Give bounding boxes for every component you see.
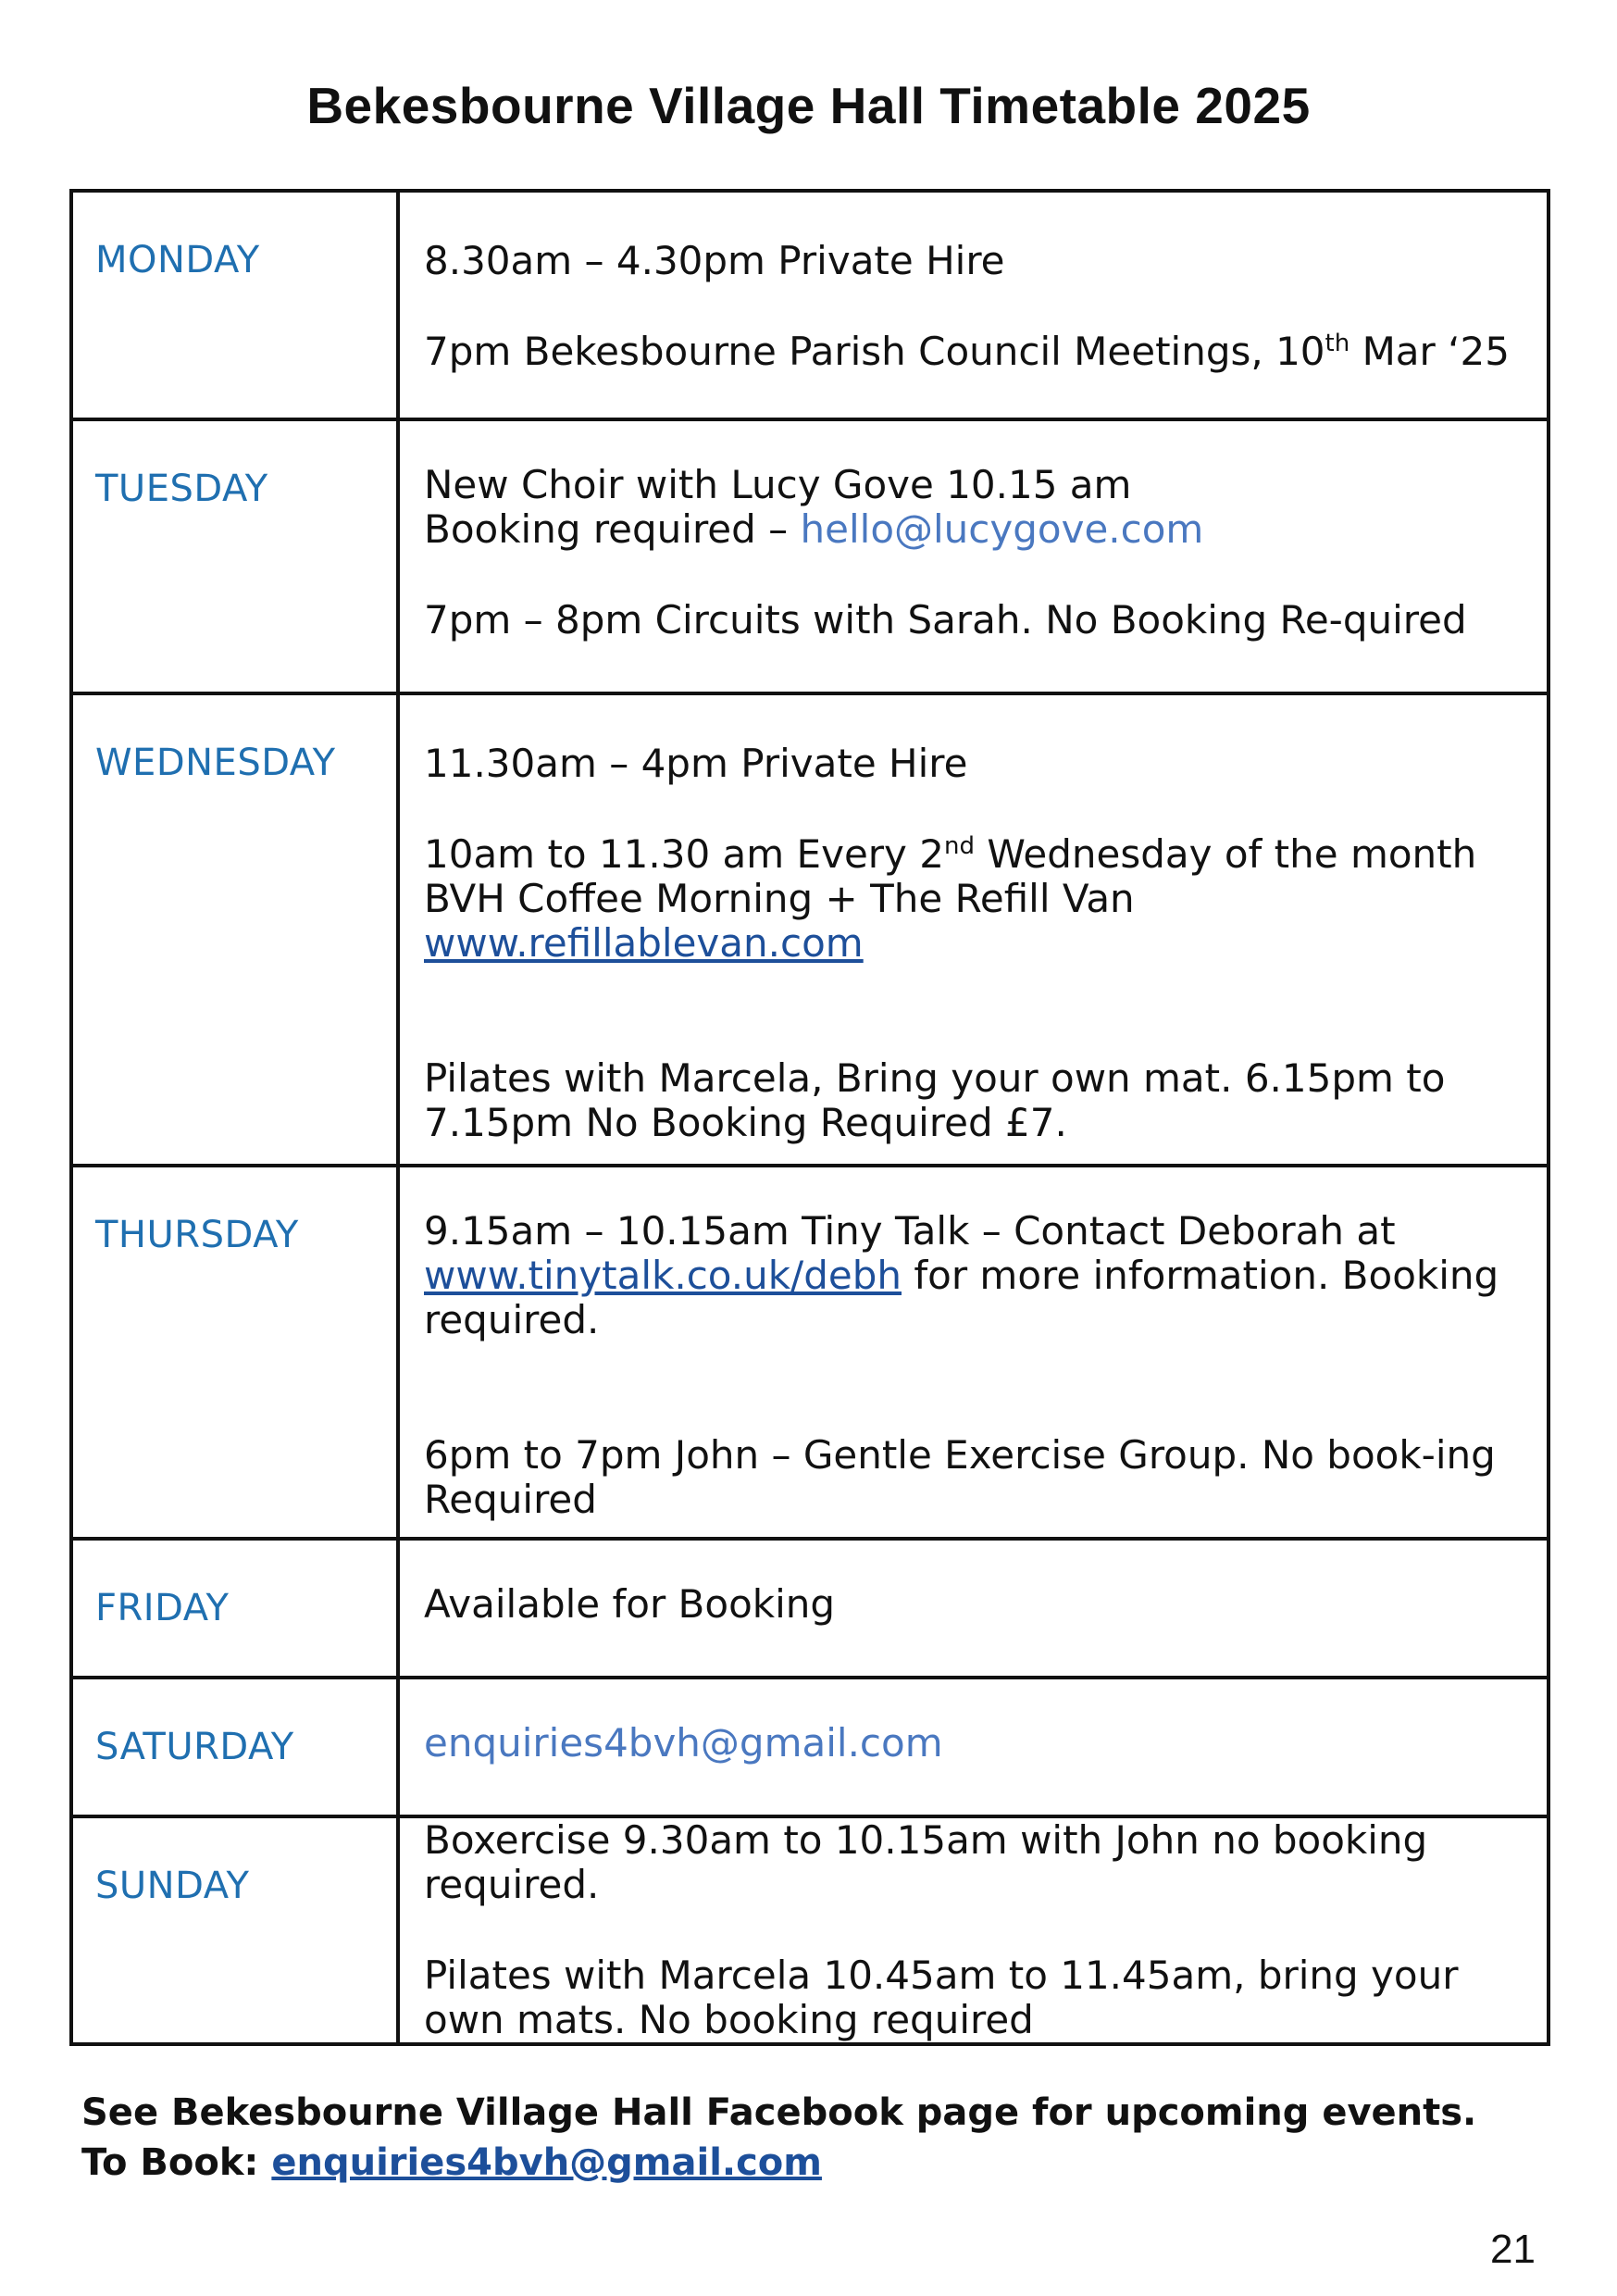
table-row-friday xyxy=(71,1539,1549,1678)
list-item: New Choir with Lucy Gove 10.15 am xyxy=(424,462,1132,507)
refill-van-link[interactable]: www.refillablevan.com xyxy=(424,920,864,966)
day-label-tuesday: TUESDAY xyxy=(71,419,398,693)
facebook-note: See Bekesbourne Village Hall Facebook page for upcoming events. xyxy=(81,2091,1477,2134)
list-item: 8.30am – 4.30pm Private Hire xyxy=(424,238,1005,283)
email-link[interactable]: hello@lucygove.com xyxy=(800,506,1204,552)
day-label-saturday: SATURDAY xyxy=(71,1678,398,1816)
timetable xyxy=(69,189,1550,2046)
footer-note xyxy=(81,2088,1562,2188)
day-label-friday: FRIDAY xyxy=(71,1539,398,1678)
day-label-monday: MONDAY xyxy=(71,191,398,419)
list-item: Booking required – hello@lucygove.com xyxy=(424,506,1204,552)
day-label-wednesday: WEDNESDAY xyxy=(71,693,398,1166)
booking-line: To Book: enquiries4bvh@gmail.com xyxy=(81,2141,822,2184)
info-cell-tuesday xyxy=(398,419,1549,693)
table-row-tuesday xyxy=(71,419,1549,693)
list-item: Pilates with Marcela 10.45am to 11.45am, bring your own mats. No booking required xyxy=(424,1953,1459,2042)
list-item: 9.15am – 10.15am Tiny Talk – Contact Deborah at www.tinytalk.co.uk/debh for more information. Booking required. xyxy=(424,1208,1499,1342)
info-cell-monday xyxy=(398,191,1549,419)
list-item: 10am to 11.30 am Every 2nd Wednesday of the month BVH Coffee Morning + The Refill Van xyxy=(424,831,1477,921)
table-row-wednesday xyxy=(71,693,1549,1166)
info-cell-friday xyxy=(398,1539,1549,1678)
info-cell-saturday xyxy=(398,1678,1549,1816)
list-item: Boxercise 9.30am to 10.15am with John no booking required. xyxy=(424,1817,1428,1907)
table-row-sunday xyxy=(71,1816,1549,2044)
list-item: 7pm – 8pm Circuits with Sarah. No Booking Re-quired xyxy=(424,597,1467,643)
info-cell-sunday xyxy=(398,1816,1549,2044)
day-label-sunday: SUNDAY xyxy=(71,1816,398,2044)
list-item: Available for Booking xyxy=(424,1581,836,1627)
info-cell-wednesday xyxy=(398,693,1549,1166)
list-item: Pilates with Marcela, Bring your own mat. 6.15pm to 7.15pm No Booking Required £7. xyxy=(424,1055,1446,1145)
list-item: 6pm to 7pm John – Gentle Exercise Group. No book-ing Required xyxy=(424,1432,1496,1522)
table-row-monday xyxy=(71,191,1549,419)
list-item: 7pm Bekesbourne Parish Council Meetings, 10th Mar ‘25 xyxy=(424,329,1510,374)
page-title: Bekesbourne Village Hall Timetable 2025 xyxy=(306,77,1311,134)
list-item: 11.30am – 4pm Private Hire xyxy=(424,741,968,786)
tiny-talk-link[interactable]: www.tinytalk.co.uk/debh xyxy=(424,1253,902,1298)
email-link[interactable]: enquiries4bvh@gmail.com xyxy=(424,1720,943,1766)
page-number: 21 xyxy=(1490,2227,1536,2272)
info-cell-thursday xyxy=(398,1166,1549,1539)
day-label-thursday: THURSDAY xyxy=(71,1166,398,1539)
booking-email-link[interactable]: enquiries4bvh@gmail.com xyxy=(271,2141,822,2184)
table-row-saturday xyxy=(71,1678,1549,1816)
table-row-thursday xyxy=(71,1166,1549,1539)
